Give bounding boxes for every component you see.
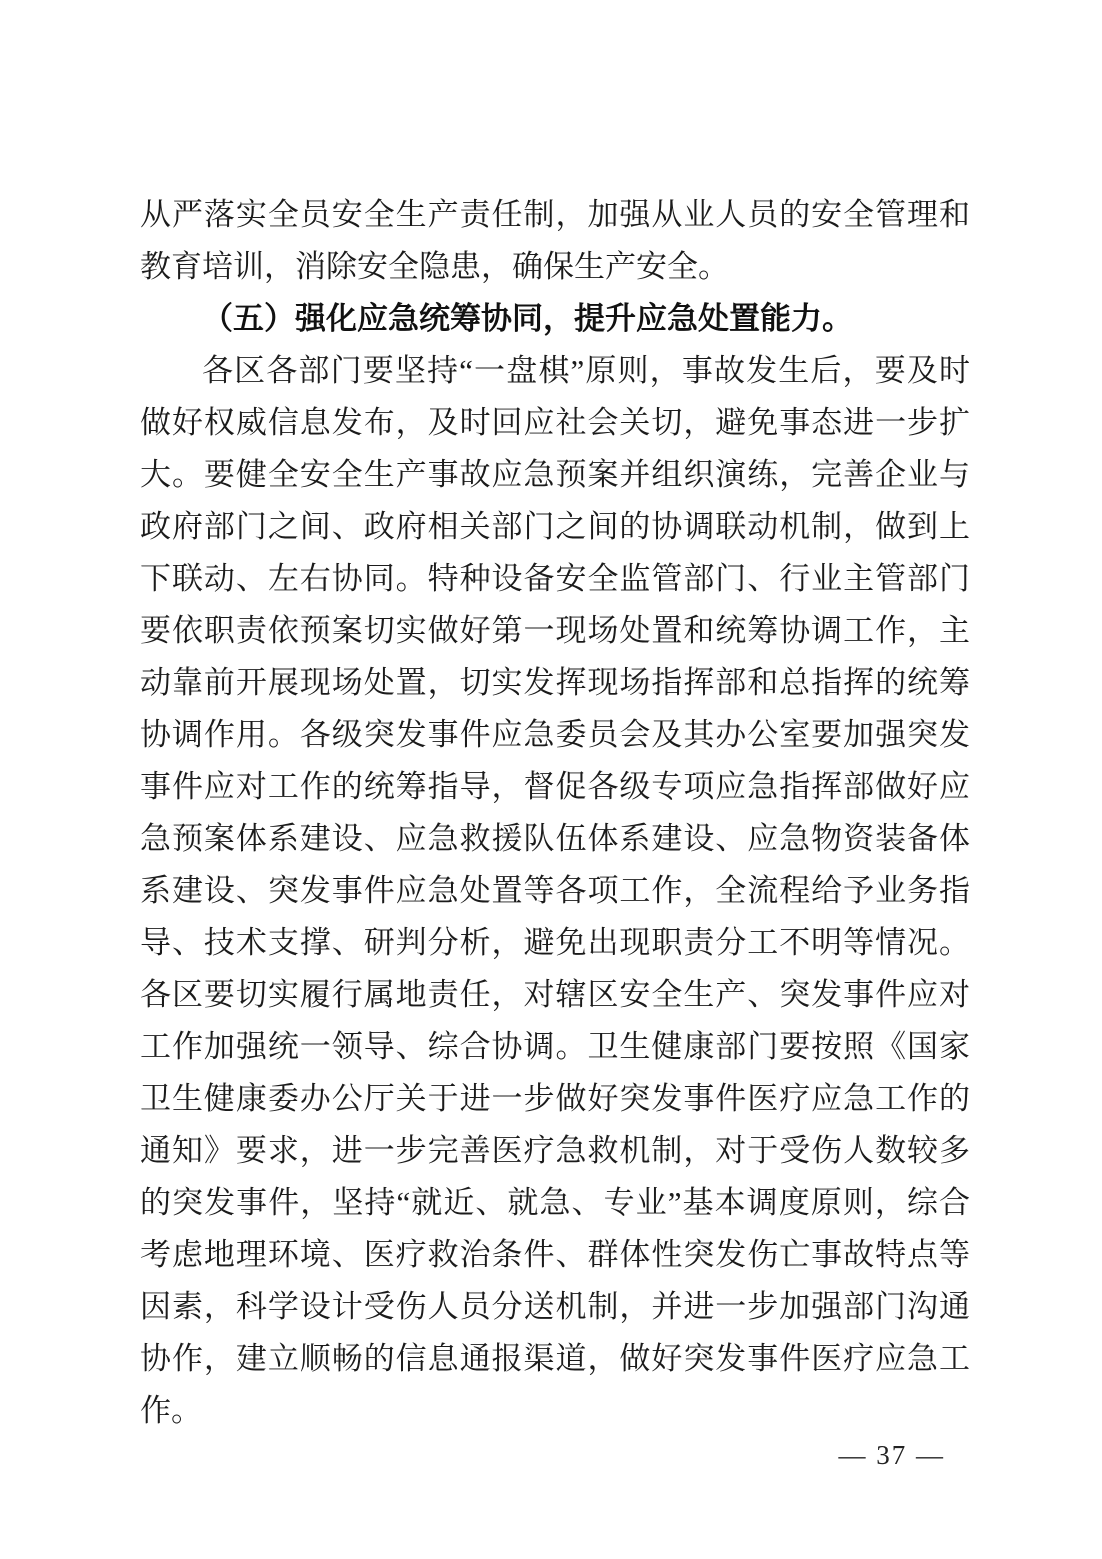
page-number: — 37 — [838,1440,945,1470]
section-heading: （五）强化应急统筹协同，提升应急处置能力。 [202,301,853,336]
paragraph-continuation: 从严落实全员安全生产责任制，加强从业人员的安全管理和教育培训，消除安全隐患，确保生产安全。 [140,197,970,284]
document-body [140,189,970,1437]
paragraph-main: 各区各部门要坚持“一盘棋”原则，事故发生后，要及时做好权威信息发布，及时回应社会关切，避免事态进一步扩大。要健全安全生产事故应急预案并组织演练，完善企业与政府部门之间、政府相关部门之间的协调联动机制，做到上下联动、左右协同。特种设备安全监管部门、行业主管部门要依职责依预案切实做好第一现场处置和统筹协调工作，主动靠前开展现场处置，切实发挥现场指挥部和总指挥的统筹协调作用。各级突发事件应急委员会及其办公室要加强突发事件应对工作的统筹指导，督促各级专项应急指挥部做好应急预案体系建设、应急救援队伍体系建设、应急物资装备体系建设、突发事件应急处置等各项工作，全流程给予业务指导、技术支撑、研判分析，避免出现职责分工不明等情况。各区要切实履行属地责任，对辖区安全生产、突发事件应对工作加强统一领导、综合协调。卫生健康部门要按照《国家卫生健康委办公厅关于进一步做好突发事件医疗应急工作的通知》要求，进一步完善医疗急救机制，对于受伤人数较多的突发事件，坚持“就近、就急、专业”基本调度原则，综合考虑地理环境、医疗救治条件、群体性突发伤亡事故特点等因素，科学设计受伤人员分送机制，并进一步加强部门沟通协作，建立顺畅的信息通报渠道，做好突发事件医疗应急工作。 [140,353,970,1428]
